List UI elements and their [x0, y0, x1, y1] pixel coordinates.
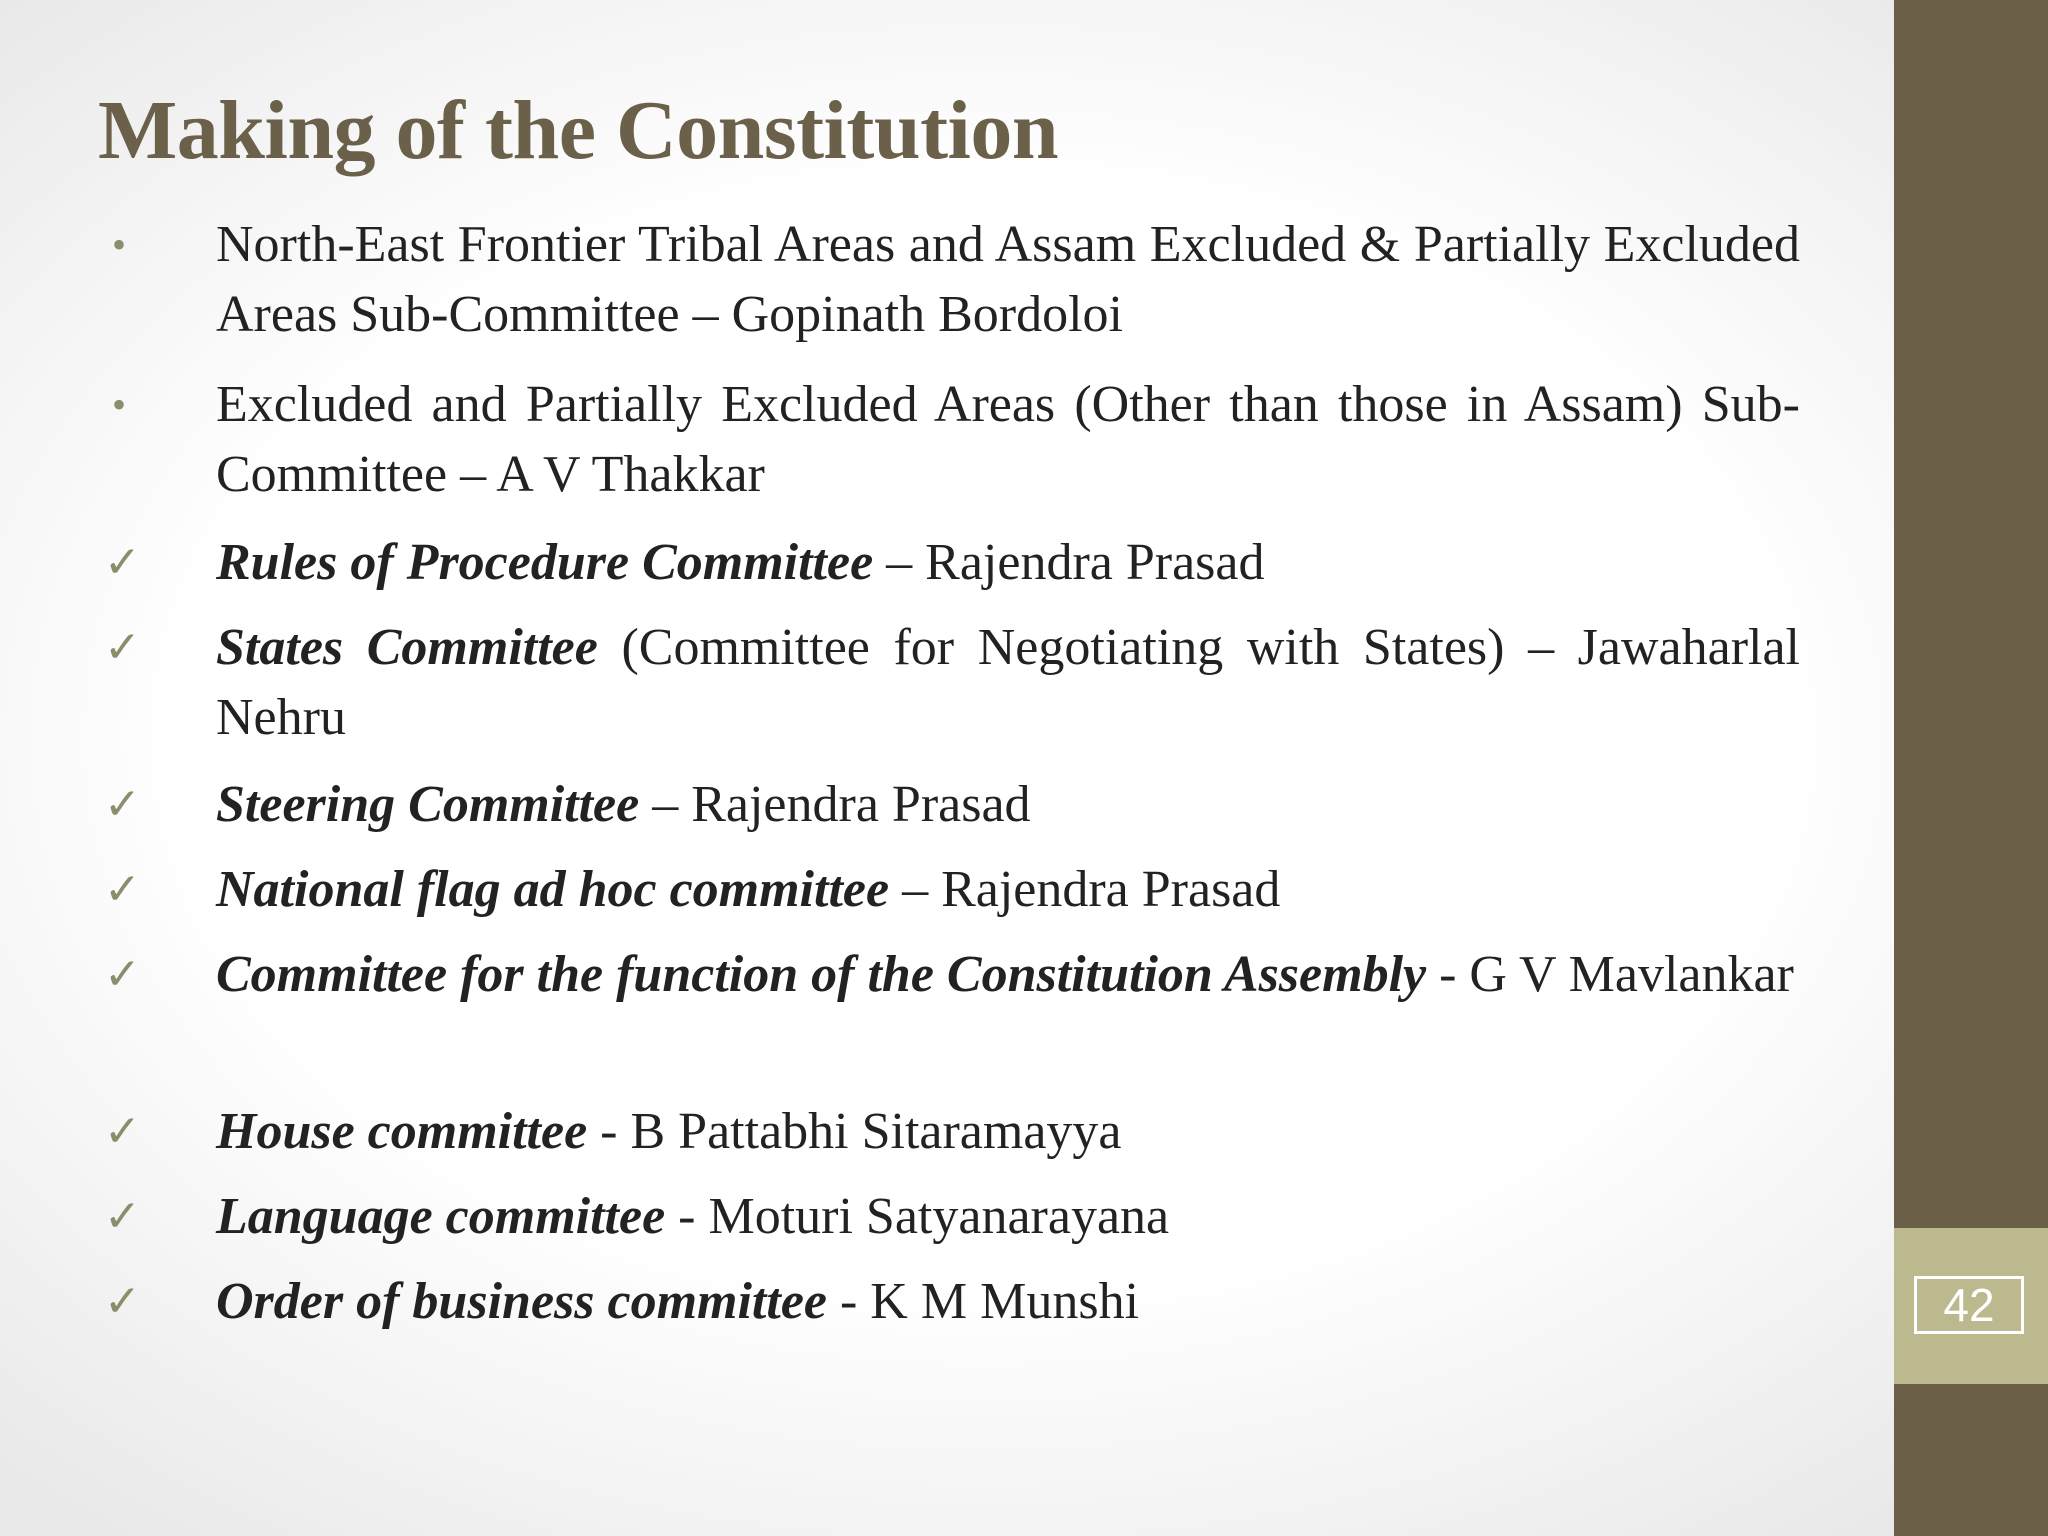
checkmark-icon: ✓	[104, 622, 141, 673]
item-text: – Rajendra Prasad	[873, 534, 1265, 591]
item-text: – Rajendra Prasad	[639, 776, 1031, 833]
item-text: - G V Mavlankar	[1426, 946, 1794, 1003]
list-item	[112, 370, 1800, 510]
item-emphasis: Language committee	[216, 1188, 666, 1245]
item-text: Excluded and Partially Excluded Areas (Other than those in Assam) Sub-Committee – A V Thakkar	[216, 376, 1800, 503]
list-item	[104, 940, 1800, 1010]
item-text: (Committee for Negotiating with States) – Jawaharlal Nehru	[216, 619, 1801, 746]
list-item	[104, 1267, 1800, 1337]
list-item	[104, 770, 1800, 840]
checkmark-icon: ✓	[104, 779, 141, 830]
item-emphasis: Order of business committee	[216, 1273, 827, 1330]
slide-title: Making of the Constitution	[98, 84, 1059, 177]
item-text: North-East Frontier Tribal Areas and Assam Excluded & Partially Excluded Areas Sub-Committee – Gopinath Bordoloi	[216, 216, 1800, 343]
list-item	[112, 210, 1800, 350]
item-emphasis: Rules of Procedure Committee	[216, 534, 874, 591]
item-text: – Rajendra Prasad	[889, 861, 1281, 918]
bullet-icon: •	[112, 222, 127, 267]
checkmark-icon: ✓	[104, 1106, 141, 1157]
item-text: - K M Munshi	[826, 1273, 1140, 1330]
checkmark-icon: ✓	[104, 1191, 141, 1242]
bullet-icon: •	[112, 382, 127, 427]
item-emphasis: National flag ad hoc committee	[216, 861, 890, 918]
checkmark-icon: ✓	[104, 949, 141, 1000]
item-emphasis: Committee for the function of the Constitution Assembly	[216, 946, 1427, 1003]
item-text: - Moturi Satyanarayana	[665, 1188, 1170, 1245]
checkmark-icon: ✓	[104, 1276, 141, 1327]
checkmark-icon: ✓	[104, 537, 141, 588]
item-text: - B Pattabhi Sitaramayya	[587, 1103, 1122, 1160]
list-item	[104, 1097, 1800, 1167]
list-item	[104, 855, 1800, 925]
list-item	[104, 528, 1800, 598]
item-emphasis: States Committee	[216, 619, 598, 676]
item-emphasis: Steering Committee	[216, 776, 640, 833]
checkmark-icon: ✓	[104, 864, 141, 915]
item-emphasis: House committee	[216, 1103, 588, 1160]
list-item	[104, 613, 1801, 753]
page-number: 42	[1914, 1276, 2024, 1334]
list-item	[104, 1182, 1800, 1252]
